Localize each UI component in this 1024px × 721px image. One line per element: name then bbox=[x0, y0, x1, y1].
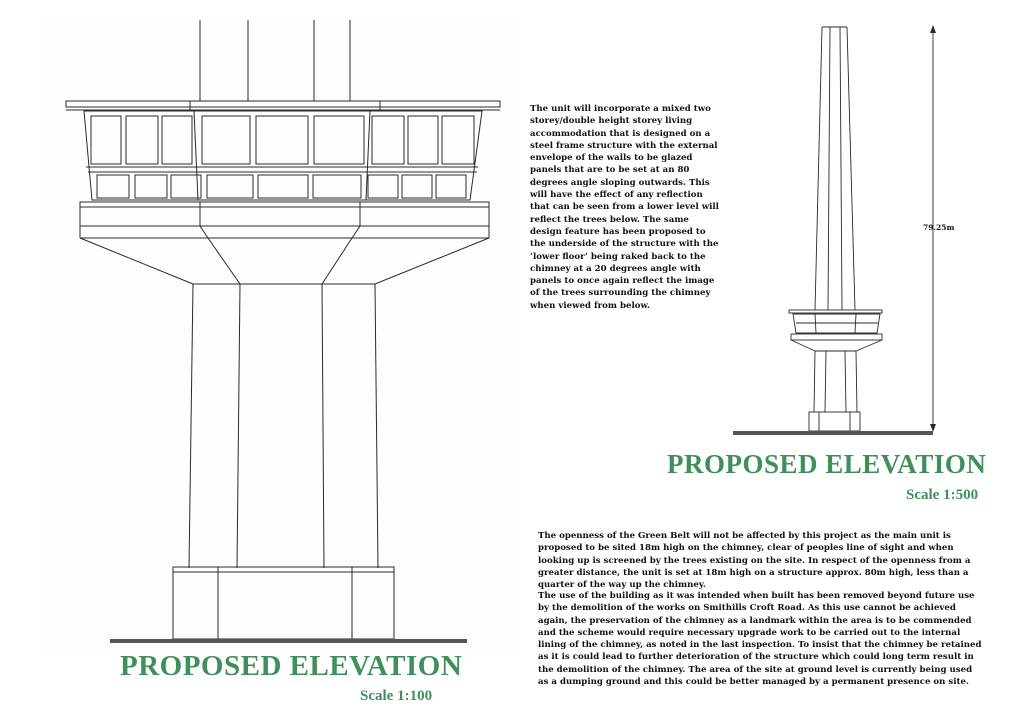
description-paragraph-1: The unit will incorporate a mixed two storey/double height storey living accommodation that is designed on a steel frame structure with the external envelope of the walls to be glazed panels that are to be set at an 80 degrees angle sloping outwards. This will have the effect of any reflection that can be seen from a lower level will reflect the trees below. The same design feature has been proposed to the underside of the structure with the ‘lower floor’ being raked back to the chimney at a 20 degrees angle with panels to once again reflect the image of the trees surrounding the chimney when viewed from below. bbox=[530, 104, 719, 311]
small-elevation-title: PROPOSED ELEVATION bbox=[667, 449, 987, 479]
dimension-arrow-bottom bbox=[930, 424, 936, 432]
dimension-arrow-top bbox=[930, 25, 936, 33]
small-unit bbox=[789, 310, 882, 351]
description-paragraph-2: The openness of the Green Belt will not be affected by this project as the main unit is proposed to be sited 18m high on the chimney, clear of peoples line of sight and when looking up is screened by the trees existing on the site. In respect of the openness from a greater distance, the unit is set at 18m high on a structure approx. 80m high, less than a quarter of the way up the chimney. bbox=[538, 531, 971, 591]
small-chimney-shaft bbox=[815, 27, 855, 310]
description-paragraph-3: The use of the building as it was intended when built has been removed beyond future use by the demolition of the works on Smithills Croft Road. As this use cannot be achieved again, the preservation of the chimney as a landmark within the area is to be commended and the scheme would require necessary upgrade work to be carried out to the internal lining of the chimney, as noted in the last inspection. To insist that the chimney be retained as it is could lead to further deterioration of the structure which could long term result in the demolition of the chimney. The area of the site at ground level is currently being used as a dumping ground and this could be better managed by a permanent presence on site. bbox=[538, 591, 982, 688]
small-lower-shaft bbox=[809, 351, 860, 431]
small-elevation-scale: Scale 1:500 bbox=[906, 487, 979, 503]
large-elevation-title: PROPOSED ELEVATION bbox=[120, 650, 463, 682]
height-dimension-label: 79.25m bbox=[923, 223, 955, 232]
large-elevation-scale: Scale 1:100 bbox=[360, 688, 433, 704]
ground-line-small bbox=[733, 431, 933, 435]
